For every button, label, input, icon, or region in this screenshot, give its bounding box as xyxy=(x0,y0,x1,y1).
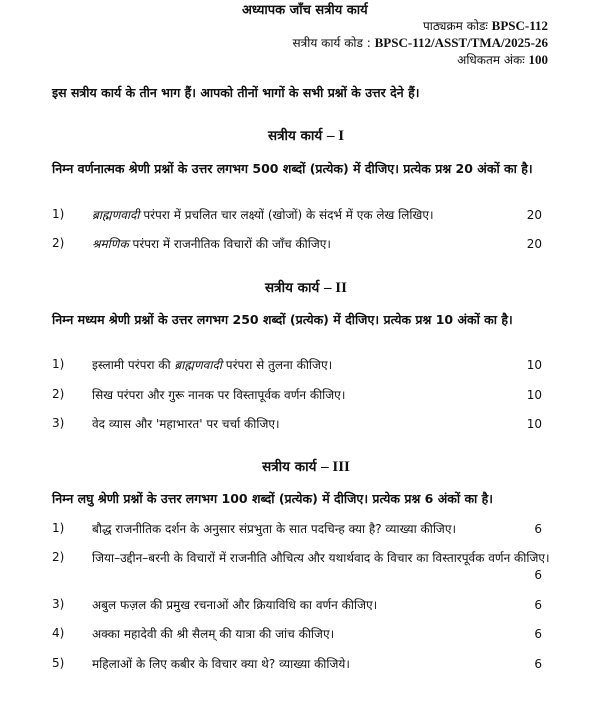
question-number: 3) xyxy=(52,416,65,430)
question-text xyxy=(92,236,516,253)
question-marks: 20 xyxy=(526,237,542,251)
assignment-code: BPSC-112/ASST/TMA/2025-26 xyxy=(374,35,548,50)
question-marks: 10 xyxy=(526,358,542,372)
question-number: 1) xyxy=(52,207,65,221)
question-number: 1) xyxy=(52,521,65,535)
question-italic: श्रमणिक xyxy=(92,237,129,251)
question-text xyxy=(92,357,516,374)
max-marks-line xyxy=(457,51,548,68)
section-3-instruction: निम्न लघु श्रेणी प्रश्नों के उत्तर लगभग 100 शब्दों (प्रत्येक) में दीजिए। प्रत्येक प्रश्न 6 अंकों का है। xyxy=(52,491,494,506)
question-body-pre: इस्लामी परंपरा की xyxy=(92,358,175,372)
question-body: परंपरा में प्रचलित चार लक्ष्यों (खोजों) के संदर्भ में एक लेख लिखिए। xyxy=(139,208,434,222)
question-marks: 6 xyxy=(534,598,542,612)
assignment-code-line xyxy=(292,34,548,51)
question-number: 3) xyxy=(52,597,65,611)
section-roman: – III xyxy=(321,459,350,475)
question-number: 4) xyxy=(52,626,65,640)
question-marks: 6 xyxy=(534,657,542,671)
max-marks: 100 xyxy=(528,52,548,67)
question-marks: 20 xyxy=(526,208,542,222)
section-title-1 xyxy=(0,126,612,145)
question-text: अक्का महादेवी की श्री सैलम् की यात्रा की जांच कीजिए। xyxy=(92,627,335,641)
question-number: 2) xyxy=(52,550,65,564)
section-title-3 xyxy=(0,457,612,476)
question-marks: 6 xyxy=(534,627,542,641)
assignment-code-label: सत्रीय कार्य कोड : xyxy=(292,36,371,50)
question-marks: 10 xyxy=(526,417,542,431)
question-body: परंपरा से तुलना कीजिए। xyxy=(221,358,333,372)
section-title-2 xyxy=(0,278,612,297)
question-text xyxy=(92,207,516,224)
question-marks: 6 xyxy=(534,568,542,582)
page-title: अध्यापक जाँच सत्रीय कार्य xyxy=(242,3,368,18)
question-text: वेद व्यास और 'महाभारत' पर चर्चा कीजिए। xyxy=(92,417,280,431)
question-text: सिख परंपरा और गुरू नानक पर विस्तापूर्वक वर्णन कीजिए। xyxy=(92,388,346,402)
question-text: जिया–उद्दीन–बरनी के विचारों में राजनीति औचित्य और यथार्थवाद के विचार का विस्तारपूर्वक वर्णन कीजिए। xyxy=(92,551,550,565)
section-title-text: सत्रीय कार्य xyxy=(265,280,320,296)
question-number: 5) xyxy=(52,656,65,670)
intro-text: इस सत्रीय कार्य के तीन भाग हैं। आपको तीनों भागों के सभी प्रश्नों के उत्तर देने हैं। xyxy=(52,85,420,100)
course-code-line xyxy=(423,17,548,34)
section-2-instruction: निम्न मध्यम श्रेणी प्रश्नों के उत्तर लगभग 250 शब्दों (प्रत्येक) में दीजिए। प्रत्येक प्रश्न 10 अंकों का है। xyxy=(52,312,513,327)
section-title-text: सत्रीय कार्य xyxy=(267,128,323,144)
max-marks-label: अधिकतम अंकः xyxy=(457,53,525,67)
section-1-instruction: निम्न वर्णनात्मक श्रेणी प्रश्नों के उत्तर लगभग 500 शब्दों (प्रत्येक) में दीजिए। प्रत्येक प्रश्न 20 अंकों का है। xyxy=(52,161,533,176)
question-italic: ब्राह्मणवादी xyxy=(92,208,140,222)
question-text: बौद्ध राजनीतिक दर्शन के अनुसार संप्रभुता के सात पदचिन्ह क्या है? व्याख्या कीजिए। xyxy=(92,522,457,536)
question-number: 2) xyxy=(52,236,65,250)
question-text: अबुल फज़ल की प्रमुख रचनाओं और क्रियाविधि का वर्णन कीजिए। xyxy=(92,598,378,612)
question-body: परंपरा में राजनीतिक विचारों की जाँच कीजिए। xyxy=(128,237,331,251)
question-marks: 10 xyxy=(526,388,542,402)
question-italic: ब्राह्मणवादी xyxy=(174,358,222,372)
question-marks: 6 xyxy=(534,522,542,536)
question-number: 1) xyxy=(52,357,65,371)
section-roman: – I xyxy=(326,128,345,144)
section-title-text: सत्रीय कार्य xyxy=(262,459,317,475)
course-code-label: पाठ्यक्रम कोडः xyxy=(422,19,488,33)
course-code: BPSC-112 xyxy=(491,18,548,33)
question-text: महिलाओं के लिए कबीर के विचार क्या थे? व्याख्या कीजिये। xyxy=(92,657,350,671)
section-roman: – II xyxy=(324,280,347,296)
question-number: 2) xyxy=(52,387,65,401)
